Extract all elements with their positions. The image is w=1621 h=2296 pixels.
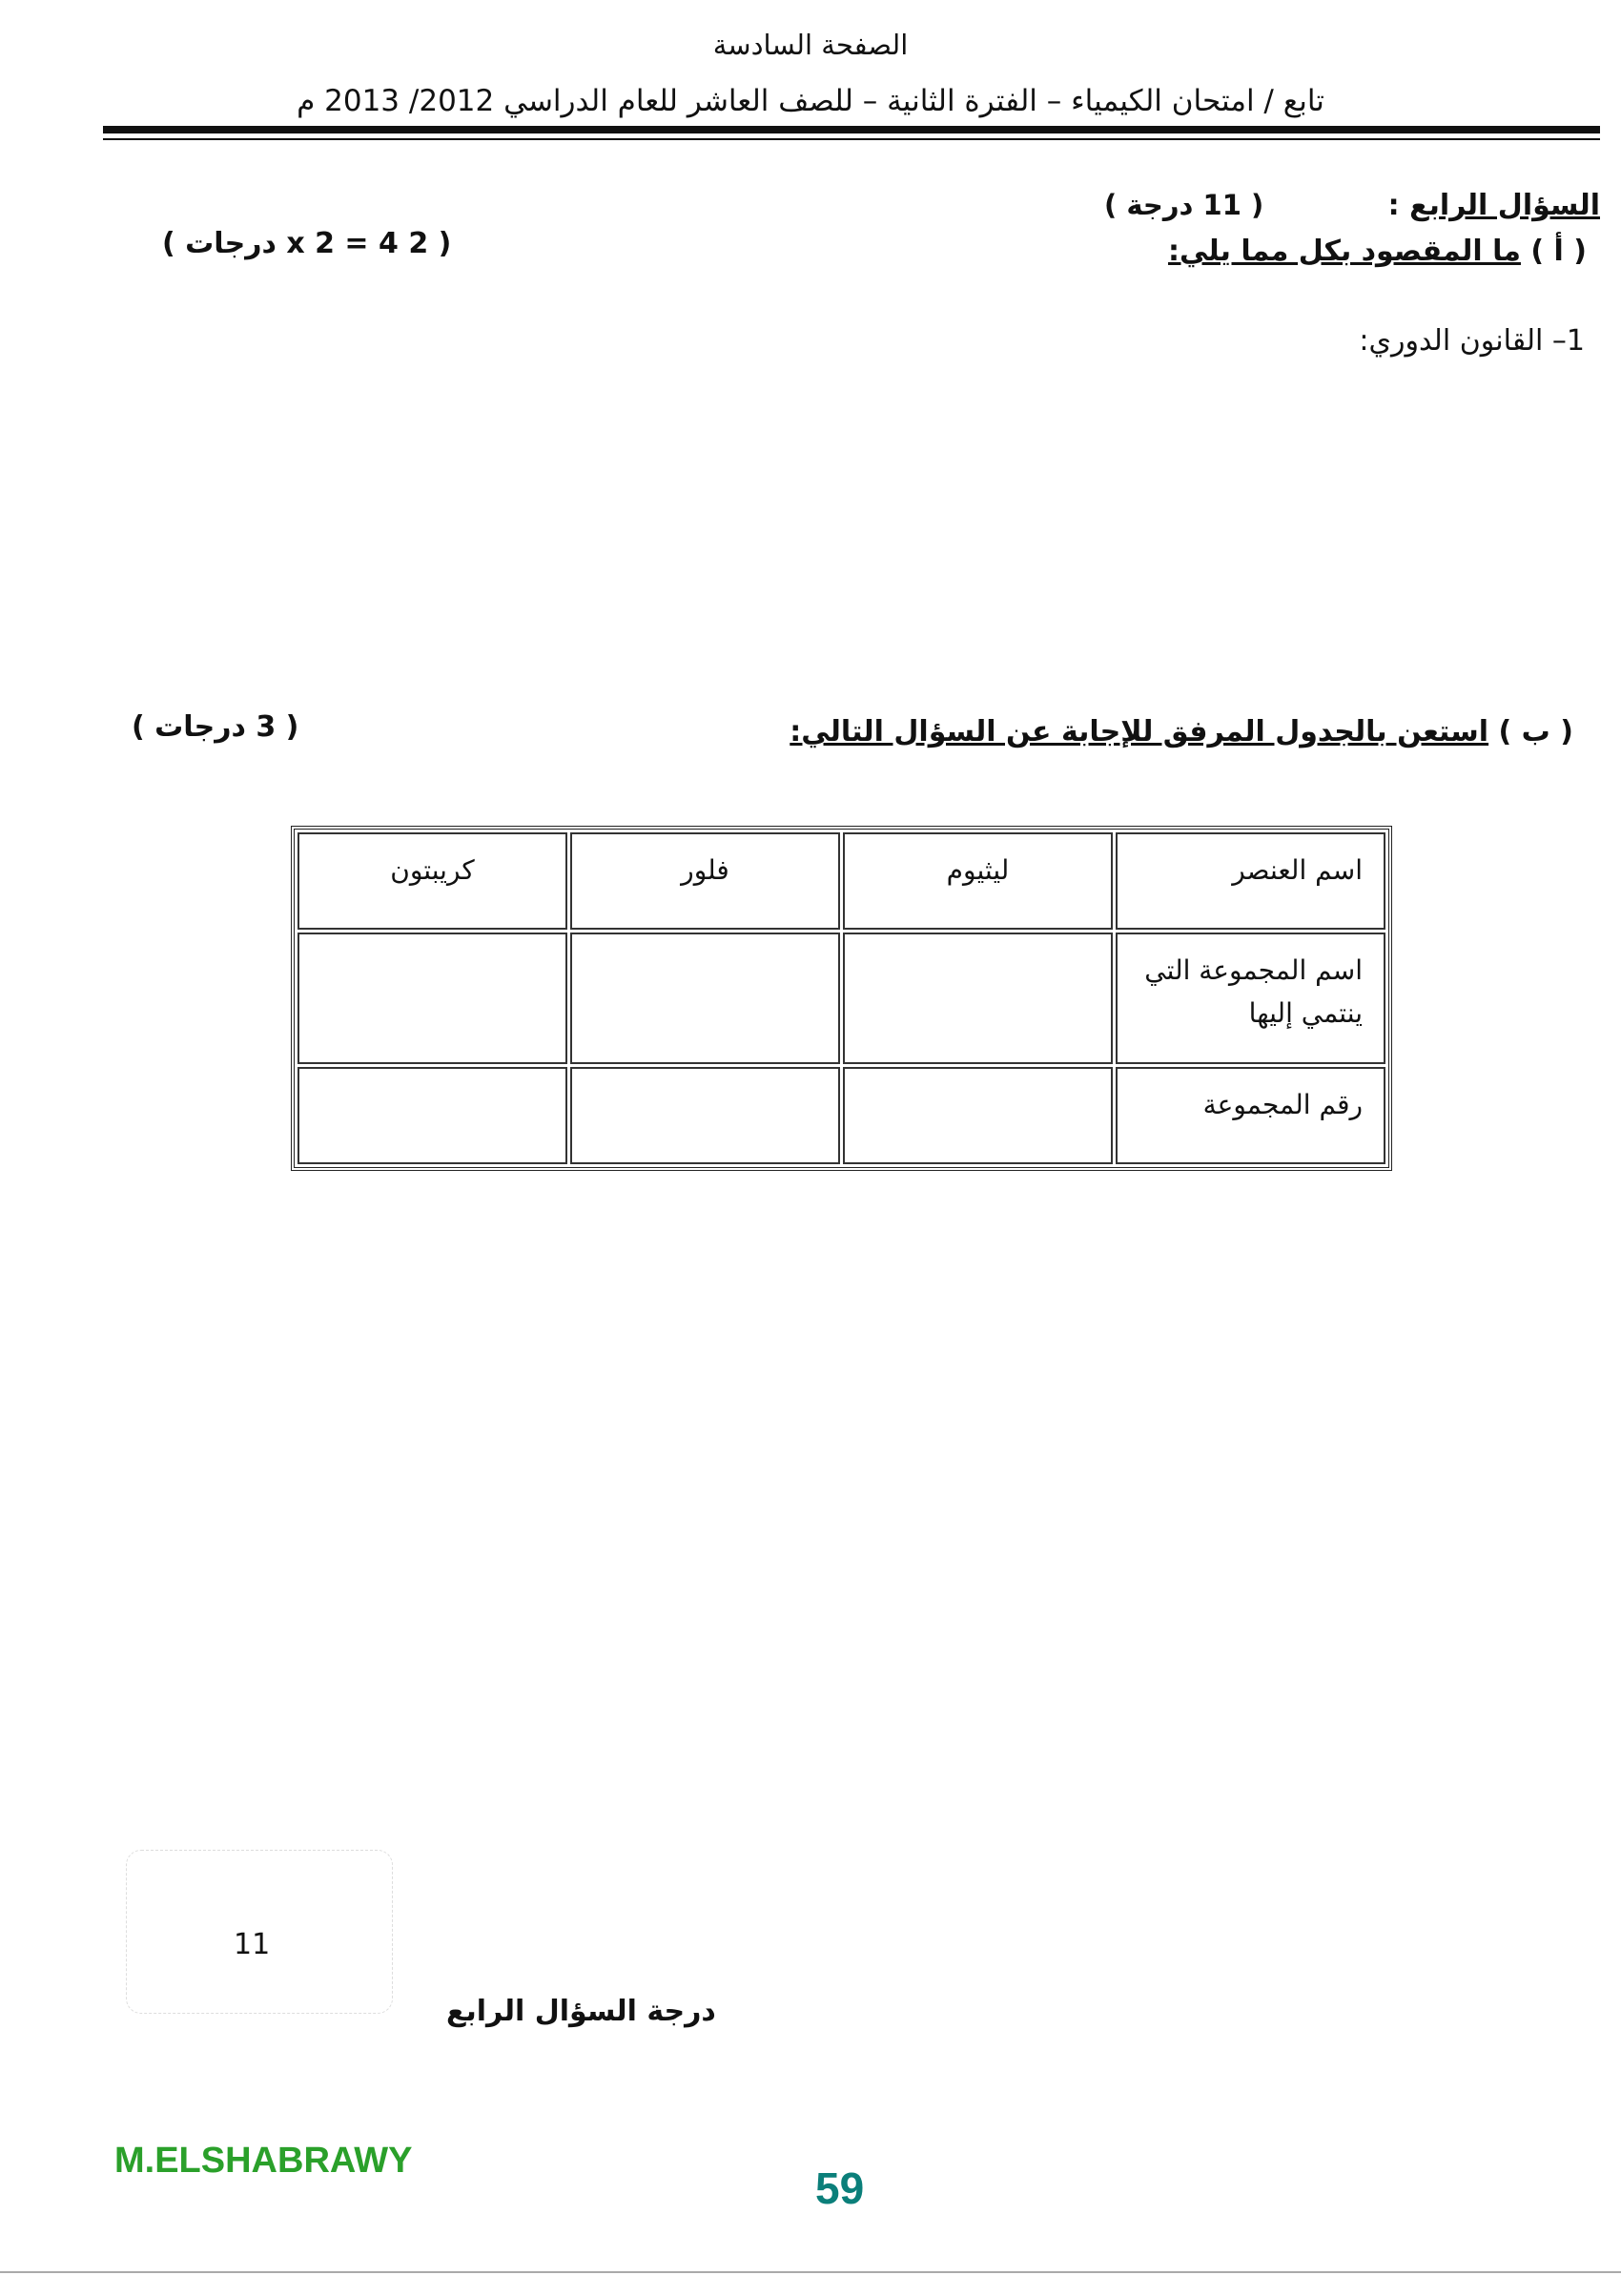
row-header-group-number: رقم المجموعة: [1116, 1067, 1385, 1164]
part-a-item-1: 1– القانون الدوري:: [1359, 324, 1585, 358]
row-header-element-name: اسم العنصر: [1116, 832, 1385, 930]
answer-cell[interactable]: [843, 933, 1113, 1064]
element-name-cell: كريبتون: [298, 832, 567, 930]
part-b-marks: ( 3 درجات ): [132, 710, 299, 744]
part-b-prompt: استعن بالجدول المرفق للإجابة عن السؤال التالي:: [790, 715, 1489, 748]
header-divider: [103, 126, 1600, 133]
score-value: 11: [234, 1928, 271, 1961]
page-bottom-edge: [0, 2271, 1621, 2273]
elements-table: [291, 826, 1392, 1171]
answer-cell[interactable]: [570, 933, 840, 1064]
score-label: درجة السؤال الرابع: [446, 1995, 716, 2028]
table-row: [298, 933, 1385, 1064]
element-name-cell: فلور: [570, 832, 840, 930]
part-b-label: ( ب ): [1498, 715, 1573, 748]
page-title: الصفحة السادسة: [712, 29, 909, 61]
row-header-group-name: اسم المجموعة التي ينتمي إليها: [1116, 933, 1385, 1064]
question-marks: ( 11 درجة ): [1104, 189, 1264, 221]
part-a-heading: [1168, 235, 1587, 268]
part-a-marks: ( 2 x 2 = 4 درجات ): [162, 227, 452, 260]
answer-cell[interactable]: [570, 1067, 840, 1164]
question-title-text: السؤال الرابع: [1409, 189, 1600, 222]
part-a-label: ( أ ): [1530, 235, 1587, 268]
page-number: 59: [815, 2163, 865, 2213]
element-name-cell: ليثيوم: [843, 832, 1113, 930]
answer-cell[interactable]: [843, 1067, 1113, 1164]
part-b-heading: [790, 715, 1573, 748]
author-signature: M.ELSHABRAWY: [114, 2141, 413, 2181]
header-divider-thin: [103, 138, 1600, 140]
question-title-colon: :: [1387, 189, 1410, 222]
table-row: [298, 832, 1385, 930]
question-title: [1388, 189, 1600, 222]
exam-header: تابع / امتحان الكيمياء – الفترة الثانية – للصف العاشر للعام الدراسي 2012/ 2013 م: [297, 84, 1324, 118]
answer-cell[interactable]: [298, 1067, 567, 1164]
part-a-prompt: ما المقصود بكل مما يلي:: [1168, 235, 1521, 268]
answer-cell[interactable]: [298, 933, 567, 1064]
table-row: [298, 1067, 1385, 1164]
